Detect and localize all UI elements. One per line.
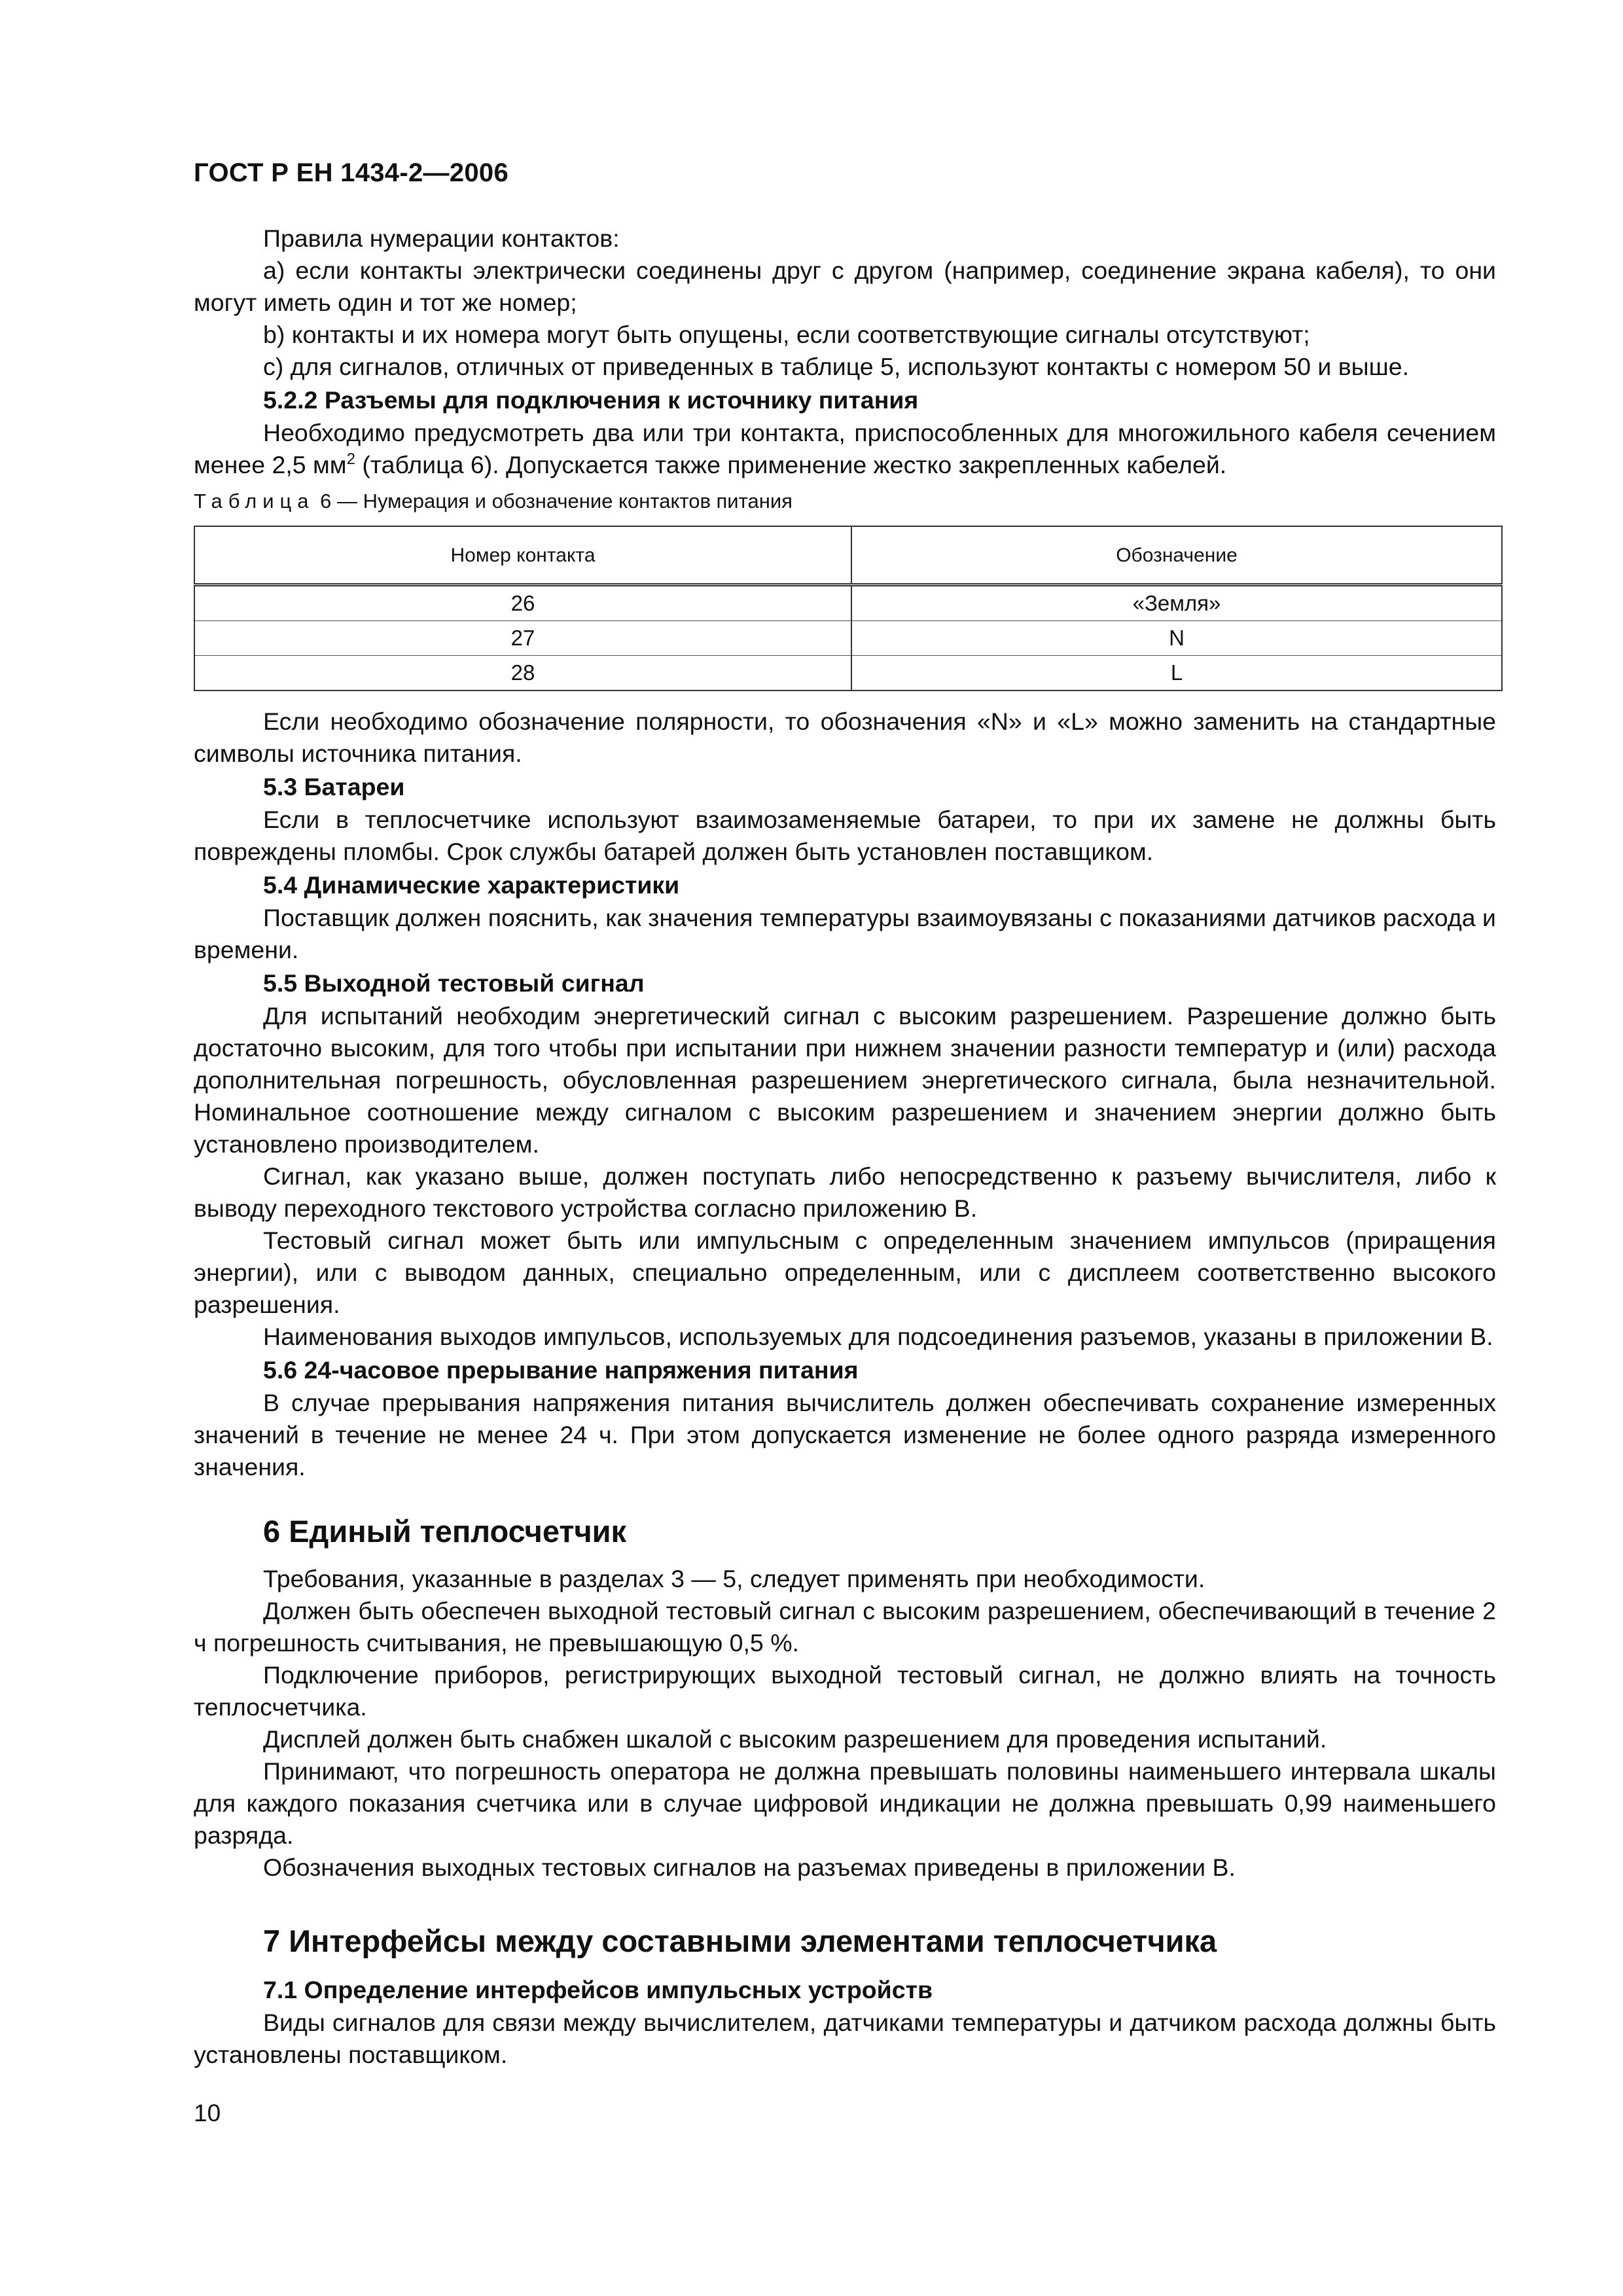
section-6-paragraph-2: Должен быть обеспечен выходной тестовый сигнал с высоким разрешением, обеспечивающий в течение 2 ч погрешность считывания, не превышающую 0,5 %. (194, 1597, 1496, 1657)
list-item-c: с) для сигналов, отличных от приведенных в таблице 5, используют контакты с номером 50 и выше. (263, 353, 1409, 380)
section-5-2-2-text-start: Необходимо предусмотреть два или три контакта, приспособленных для многожильного кабеля сечением менее 2,5 мм (194, 419, 1496, 478)
list-item-b: b) контакты и их номера могут быть опущены, если соответствующие сигналы отсутствуют; (263, 321, 1310, 348)
document-header: ГОСТ Р ЕН 1434-2—2006 (194, 158, 509, 187)
table-caption-word: Таблица (194, 490, 315, 512)
section-5-5-heading: 5.5 Выходной тестовый сигнал (263, 969, 645, 997)
list-item-a: а) если контакты электрически соединены друг с другом (например, соединение экрана кабеля), то они могут иметь один и тот же номер; (194, 257, 1496, 316)
section-5-6-heading: 5.6 24-часовое прерывание напряжения питания (263, 1356, 859, 1384)
table-row (194, 621, 1502, 656)
column-header-designation: Обозначение (851, 526, 1502, 585)
polarity-note: Если необходимо обозначение полярности, то обозначения «N» и «L» можно заменить на стандартные символы источника питания. (194, 708, 1496, 767)
section-6-paragraph-1: Требования, указанные в разделах 3 — 5, следует применять при необходимости. (263, 1565, 1205, 1592)
table-cell-contact-number: 27 (194, 621, 851, 656)
section-5-5-paragraph-4: Наименования выходов импульсов, используемых для подсоединения разъемов, указаны в приложении В. (263, 1323, 1493, 1350)
table-cell-designation: «Земля» (851, 585, 1502, 621)
table-cell-contact-number: 28 (194, 656, 851, 691)
section-6-paragraph-5: Принимают, что погрешность оператора не должна превышать половины наименьшего интервала шкалы для каждого показания счетчика или в случае цифровой индикации не должна превышать 0,99 наименьшего разряда. (194, 1757, 1496, 1849)
section-6-paragraph-6: Обозначения выходных тестовых сигналов на разъемах приведены в приложении В. (263, 1854, 1236, 1881)
section-5-4-paragraph: Поставщик должен пояснить, как значения температуры взаимоувязаны с показаниями датчиков расхода и времени. (194, 904, 1496, 963)
section-5-2-2-text-end: (таблица 6). Допускается также применение жестко закрепленных кабелей. (355, 451, 1227, 478)
table-6 (194, 526, 1503, 691)
section-5-2-2-heading: 5.2.2 Разъемы для подключения к источнику питания (263, 386, 919, 414)
section-5-5-paragraph-3: Тестовый сигнал может быть или импульсным с определенным значением импульсов (приращения энергии), или с выводом данных, специально определенным, или с дисплеем соответственно высокого разрешения. (194, 1227, 1496, 1318)
page-number: 10 (194, 2100, 221, 2126)
section-5-2-2-paragraph (194, 417, 1496, 481)
section-6-heading: 6 Единый теплосчетчик (263, 1514, 627, 1549)
table-6-caption (194, 488, 1496, 515)
section-7-1-paragraph: Виды сигналов для связи между вычислителем, датчиками температуры и датчиком расхода должны быть установлены поставщиком. (194, 2009, 1496, 2068)
table-caption-title: 6 — Нумерация и обозначение контактов питания (314, 490, 793, 512)
section-7-1-heading: 7.1 Определение интерфейсов импульсных устройств (263, 1976, 933, 2003)
table-header-row (194, 526, 1502, 585)
section-5-5-paragraph-1: Для испытаний необходим энергетический сигнал с высоким разрешением. Разрешение должно быть достаточно высоким, для того чтобы при испытании при нижнем значении разности температур и (или) расхода дополнительная погрешность, обусловленная разрешением энергетического сигнала, была незначительной. Номинальное соотношение между сигналом с высоким разрешением и значением энергии должно быть установлено производителем. (194, 1002, 1496, 1158)
section-6-paragraph-3: Подключение приборов, регистрирующих выходной тестовый сигнал, не должно влиять на точность теплосчетчика. (194, 1661, 1496, 1721)
section-5-5-paragraph-2: Сигнал, как указано выше, должен поступать либо непосредственно к разъему вычислителя, либо к выводу переходного текстового устройства согласно приложению В. (194, 1162, 1496, 1222)
section-5-3-paragraph: Если в теплосчетчике используют взаимозаменяемые батареи, то при их замене не должны быть повреждены пломбы. Срок службы батарей должен быть установлен поставщиком. (194, 806, 1496, 865)
table-row (194, 656, 1502, 691)
table-cell-contact-number: 26 (194, 585, 851, 621)
section-5-3-heading: 5.3 Батареи (263, 773, 405, 800)
table-cell-designation: N (851, 621, 1502, 656)
rules-title: Правила нумерации контактов: (263, 224, 620, 252)
superscript-exponent: 2 (346, 450, 355, 468)
section-5-4-heading: 5.4 Динамические характеристики (263, 871, 680, 899)
section-7-heading: 7 Интерфейсы между составными элементами теплосчетчика (263, 1924, 1217, 1958)
table-cell-designation: L (851, 656, 1502, 691)
page-content (194, 223, 1496, 2071)
section-5-6-paragraph: В случае прерывания напряжения питания вычислитель должен обеспечивать сохранение измеренных значений в течение не менее 24 ч. При этом допускается изменение не более одного разряда измеренного значения. (194, 1389, 1496, 1480)
section-6-paragraph-4: Дисплей должен быть снабжен шкалой с высоким разрешением для проведения испытаний. (263, 1725, 1327, 1753)
table-row (194, 585, 1502, 621)
column-header-contact-number: Номер контакта (194, 526, 851, 585)
